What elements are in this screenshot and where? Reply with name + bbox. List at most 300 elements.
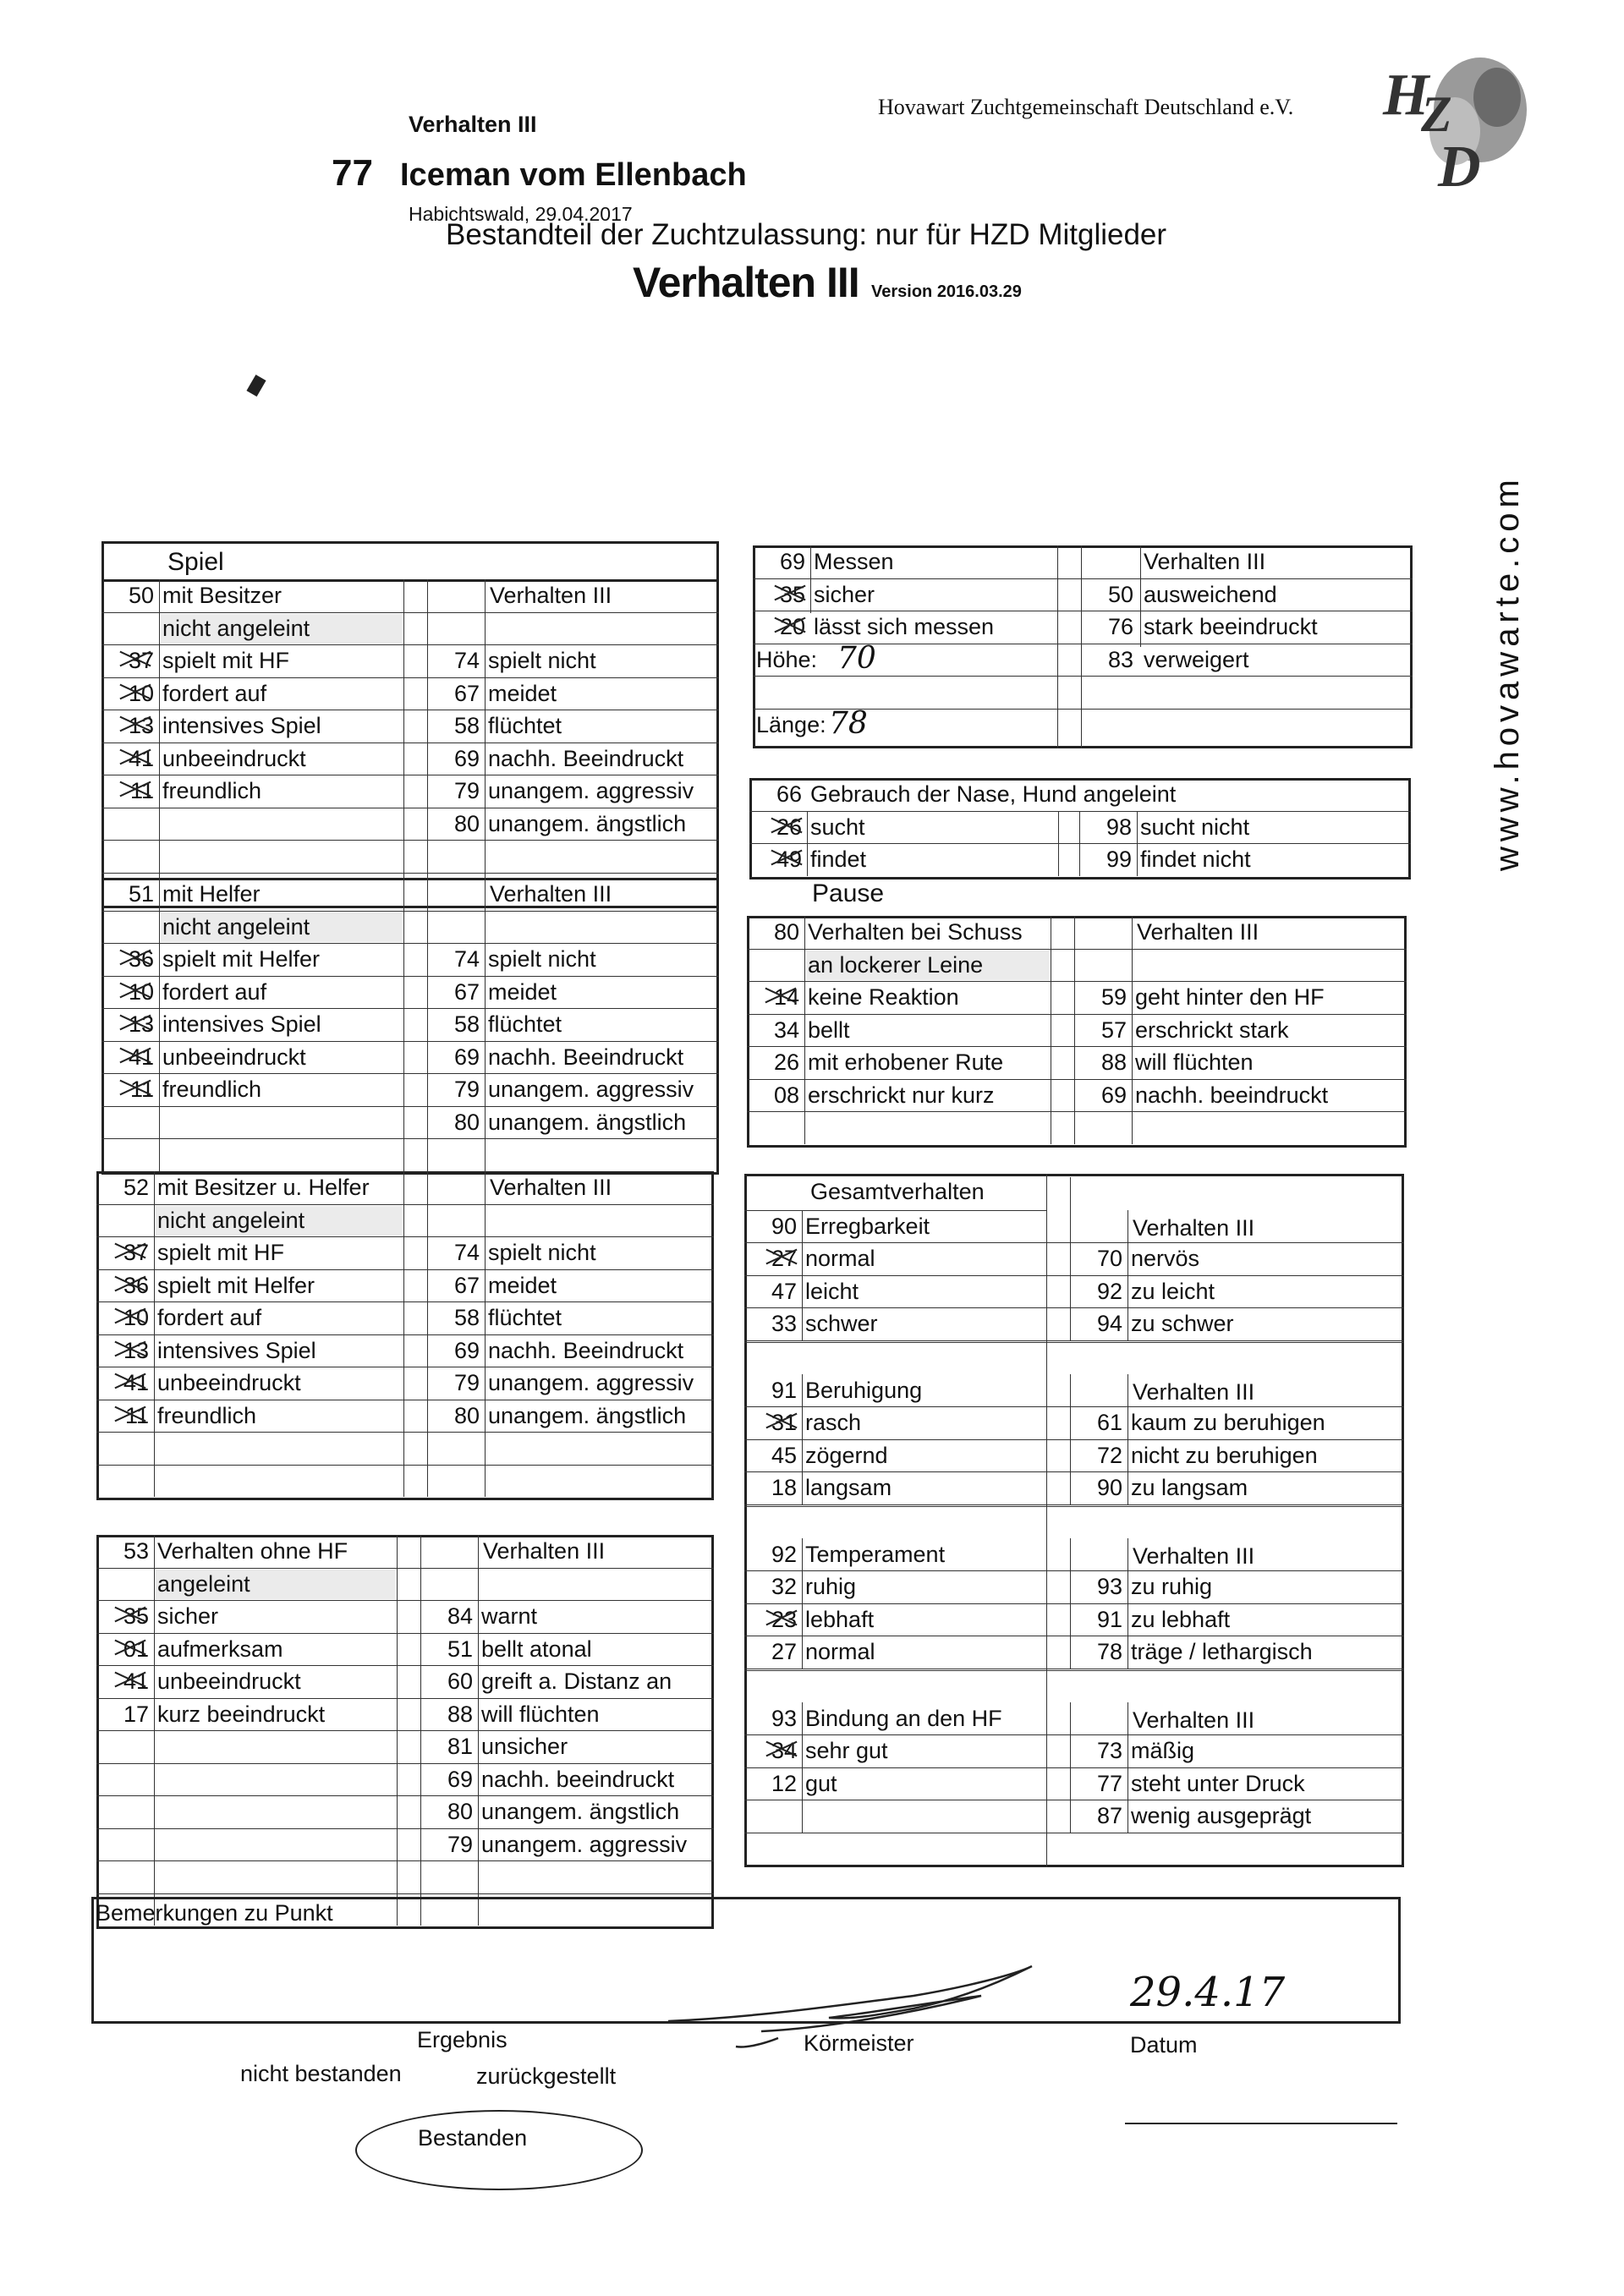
table-51-subtitle: nicht angeleint <box>162 913 310 940</box>
gesamt-right-code: 87 <box>1096 1803 1122 1828</box>
table-52-left-code: 10 <box>123 1305 149 1330</box>
gesamt-right-option[interactable]: wenig ausgeprägt <box>1131 1803 1312 1828</box>
table-50-left-code: 10 <box>128 680 154 706</box>
gesamt-right-code: 72 <box>1096 1442 1122 1468</box>
table-52-left-code: 36 <box>123 1272 149 1298</box>
table-52-right-code: 69 <box>453 1337 480 1363</box>
table-53-right-code: 80 <box>447 1799 473 1824</box>
row-divider <box>744 1275 1404 1276</box>
table-50-right-option[interactable]: nachh. Beeindruckt <box>488 745 684 771</box>
table-50-title: mit Besitzer <box>162 583 283 608</box>
table-80-right-code: 57 <box>1100 1016 1127 1043</box>
row-divider <box>96 1828 714 1829</box>
table-51-left-code: 13 <box>128 1011 154 1037</box>
table-52-left-option[interactable]: spielt mit HF <box>157 1240 285 1265</box>
row-divider <box>102 1073 719 1074</box>
table-52-right-code: 58 <box>453 1305 480 1330</box>
table-69-right-option[interactable]: stark beeindruckt <box>1144 614 1318 639</box>
table-52-right-option[interactable]: unangem. aggressiv <box>488 1370 694 1395</box>
row-divider <box>744 1307 1404 1308</box>
gesamt-left-option[interactable]: schwer <box>805 1311 878 1336</box>
gesamt-left-option[interactable]: gut <box>805 1770 837 1796</box>
table-50-left-option[interactable]: intensives Spiel <box>162 713 321 738</box>
row-divider <box>102 1106 719 1107</box>
row-divider <box>749 843 1411 844</box>
table-51-left-option[interactable]: freundlich <box>162 1077 262 1102</box>
table-52-right-code: 74 <box>453 1240 480 1265</box>
row-divider <box>96 1795 714 1796</box>
table-50-left-option[interactable]: spielt mit HF <box>162 648 290 673</box>
table-50-right-title: Verhalten III <box>490 583 612 608</box>
table-69-code: 69 <box>779 549 805 574</box>
table-52-left-code: 41 <box>123 1370 149 1395</box>
gesamt-right-code: 94 <box>1096 1311 1122 1336</box>
gesamt-left-code: 23 <box>771 1606 797 1632</box>
gesamt-right-option[interactable]: zu leicht <box>1131 1278 1215 1304</box>
row-divider <box>96 1665 714 1666</box>
gesamt-left-code: 27 <box>771 1246 797 1271</box>
gesamt-left-option[interactable]: rasch <box>805 1410 862 1435</box>
remarks-label: Bemerkungen zu Punkt <box>96 1900 333 1926</box>
table-51-right-option[interactable]: unangem. ängstlich <box>488 1109 687 1135</box>
table-53-right-option[interactable]: unsicher <box>481 1734 568 1759</box>
table-66-title: Gebrauch der Nase, Hund angeleint <box>810 781 1177 807</box>
gesamt-left-code: 12 <box>771 1770 797 1796</box>
gesamt-title: Gesamtverhalten <box>810 1179 985 1204</box>
table-69-left-option[interactable]: lässt sich messen <box>814 614 995 639</box>
gesamt-left-code: 33 <box>771 1311 797 1336</box>
gesamt-group-right-title: Verhalten III <box>1133 1378 1255 1405</box>
row-divider <box>96 1301 714 1302</box>
table-66-left-code: 49 <box>776 847 802 872</box>
table-66-right-code: 99 <box>1106 847 1132 872</box>
gesamt-left-option[interactable]: lebhaft <box>805 1606 875 1632</box>
row-divider <box>744 1210 1046 1211</box>
gesamt-left-option[interactable]: normal <box>805 1246 875 1271</box>
table-80-code: 80 <box>773 919 799 945</box>
table-50-right-code: 58 <box>453 713 480 738</box>
table-69-title: Messen <box>814 549 894 574</box>
column-divider <box>804 916 805 1144</box>
row-divider <box>102 1008 719 1009</box>
table-53-left-option[interactable]: unbeeindruckt <box>157 1669 301 1694</box>
table-51-left-code: 36 <box>128 946 154 972</box>
row-divider <box>749 811 1411 812</box>
column-divider <box>1074 916 1075 1144</box>
gesamt-group-right-title: Verhalten III <box>1133 1543 1255 1569</box>
row-divider <box>744 1734 1404 1735</box>
table-53-subtitle: angeleint <box>157 1570 250 1597</box>
gesamt-left-option[interactable]: normal <box>805 1639 875 1664</box>
row-divider <box>744 1570 1404 1571</box>
table-53-right-code: 81 <box>447 1734 473 1759</box>
gesamt-group-code: 93 <box>771 1705 797 1731</box>
row-divider <box>96 1204 714 1205</box>
table-52-left-option[interactable]: freundlich <box>157 1402 257 1428</box>
table-53-left-option[interactable]: aufmerksam <box>157 1636 283 1662</box>
table-52-left-code: 13 <box>123 1337 149 1363</box>
table-50-left-option[interactable]: fordert auf <box>162 680 267 706</box>
table-50-left-option[interactable]: freundlich <box>162 778 262 803</box>
gesamt-left-option[interactable]: zögernd <box>805 1442 888 1468</box>
gesamt-right-code: 61 <box>1096 1410 1122 1435</box>
table-80-right-code: 69 <box>1100 1082 1127 1108</box>
column-divider <box>1057 545 1058 748</box>
catalog-number: 77 <box>332 152 373 194</box>
row-divider <box>96 1236 714 1237</box>
table-80-left-code: 08 <box>773 1082 799 1108</box>
table-50-right-code: 69 <box>453 745 480 771</box>
gesamt-group-right-title: Verhalten III <box>1133 1214 1255 1241</box>
table-53-right-code: 51 <box>447 1636 473 1662</box>
table-80-right-code: 88 <box>1100 1049 1127 1075</box>
table-53-left-code: 41 <box>123 1669 149 1694</box>
row-divider <box>96 1600 714 1601</box>
table-53-left-option[interactable]: sicher <box>157 1603 219 1629</box>
table-52-left-code: 11 <box>124 1402 149 1428</box>
row-divider <box>96 1633 714 1634</box>
row-divider <box>96 1465 714 1466</box>
laenge-value[interactable]: 78 <box>829 705 868 741</box>
table-50-left-code: 11 <box>129 778 154 803</box>
table-50-right-option[interactable]: meidet <box>488 680 557 706</box>
row-divider <box>744 1670 1404 1671</box>
column-divider <box>403 878 404 1171</box>
gesamt-left-option[interactable]: langsam <box>805 1475 892 1500</box>
table-53-right-code: 79 <box>447 1831 473 1857</box>
gesamt-left-code: 45 <box>771 1442 797 1468</box>
row-divider <box>747 949 1407 950</box>
row-divider <box>96 1269 714 1270</box>
gesamt-right-option[interactable]: zu schwer <box>1131 1311 1234 1336</box>
gesamt-left-option[interactable]: sehr gut <box>805 1738 888 1763</box>
table-52-right-option[interactable]: flüchtet <box>488 1305 562 1330</box>
svg-text:H: H <box>1383 63 1429 128</box>
table-53-code: 53 <box>123 1538 149 1564</box>
row-divider <box>747 1046 1407 1047</box>
table-51-code: 51 <box>128 881 154 907</box>
spiel-section-title: Spiel <box>167 548 224 576</box>
table-51-right-option[interactable]: spielt nicht <box>488 946 596 972</box>
row-divider <box>96 1893 714 1894</box>
table-52-left-option[interactable]: spielt mit Helfer <box>157 1272 315 1298</box>
table-69-left-code: 20 <box>779 614 805 639</box>
table-66-code: 66 <box>776 781 802 807</box>
table-51-left-code: 41 <box>128 1044 154 1070</box>
gesamt-left-code: 32 <box>771 1574 797 1599</box>
column-divider <box>807 811 808 876</box>
row-divider <box>744 1342 1404 1343</box>
table-80-title: Verhalten bei Schuss <box>808 919 1023 945</box>
table-80-left-option[interactable]: bellt <box>808 1016 850 1043</box>
table-50-left-code: 37 <box>128 648 154 673</box>
gesamt-right-option[interactable]: träge / lethargisch <box>1131 1639 1313 1664</box>
table-53-right-option[interactable]: greift a. Distanz an <box>481 1669 672 1694</box>
table-52-right-option[interactable]: nachh. Beeindruckt <box>488 1337 684 1363</box>
table-80-right-option[interactable]: nachh. beeindruckt <box>1135 1082 1329 1108</box>
gesamt-left-code: 27 <box>771 1639 797 1664</box>
row-divider <box>96 1568 714 1569</box>
row-divider <box>744 1767 1404 1768</box>
table-53-left-option[interactable]: kurz beeindruckt <box>157 1701 326 1727</box>
gesamt-group-code: 90 <box>771 1213 797 1239</box>
gesamt-right-option[interactable]: kaum zu beruhigen <box>1131 1410 1325 1435</box>
table-80-left-option[interactable]: mit erhobener Rute <box>808 1049 1004 1075</box>
gesamt-right-option[interactable]: zu lebhaft <box>1131 1606 1231 1632</box>
row-divider <box>96 1763 714 1764</box>
table-66-right-option[interactable]: sucht nicht <box>1140 814 1250 840</box>
hoehe-value[interactable]: 70 <box>837 640 876 676</box>
row-divider <box>744 1471 1404 1472</box>
table-69-left-option[interactable]: sicher <box>814 581 875 607</box>
table-69-right-code: 76 <box>1107 614 1133 639</box>
row-divider <box>744 1242 1404 1243</box>
table-50-subtitle: nicht angeleint <box>162 615 310 641</box>
table-80-right-option[interactable]: will flüchten <box>1135 1049 1254 1075</box>
gesamt-group-title: Temperament <box>805 1541 946 1567</box>
row-divider <box>102 1041 719 1042</box>
table-50-right-code: 67 <box>453 680 480 706</box>
gesamt-right-option[interactable]: zu ruhig <box>1131 1574 1213 1599</box>
row-divider <box>744 1439 1404 1440</box>
datum-value: 29.4.17 <box>1130 1969 1286 2016</box>
table-50-right-option[interactable]: unangem. ängstlich <box>488 810 687 836</box>
gesamt-right-option[interactable]: nicht zu beruhigen <box>1131 1442 1318 1468</box>
pause-label: Pause <box>812 879 885 907</box>
svg-text:D: D <box>1438 134 1481 195</box>
dog-name: Iceman vom Ellenbach <box>400 157 747 193</box>
table-50-right-code: 74 <box>453 648 480 673</box>
row-divider <box>102 873 719 874</box>
date-line <box>1125 2123 1397 2124</box>
table-80-right-option[interactable]: geht hinter den HF <box>1135 984 1325 1010</box>
gesamt-group-title: Erregbarkeit <box>805 1213 930 1239</box>
row-divider <box>747 1079 1407 1080</box>
table-51-left-option[interactable]: intensives Spiel <box>162 1011 321 1037</box>
column-divider <box>1081 545 1082 748</box>
gesamt-group-code: 91 <box>771 1377 797 1403</box>
column-divider <box>810 545 811 613</box>
form-version: Version 2016.03.29 <box>871 282 1022 301</box>
table-66-left-option[interactable]: sucht <box>810 814 865 840</box>
row-divider <box>747 1111 1407 1112</box>
table-50-right-option[interactable]: flüchtet <box>488 713 562 738</box>
table-51-right-title: Verhalten III <box>490 881 612 907</box>
table-51-right-option[interactable]: unangem. aggressiv <box>488 1077 694 1102</box>
table-52-title: mit Besitzer u. Helfer <box>157 1175 370 1200</box>
gesamt-left-option[interactable]: ruhig <box>805 1574 857 1599</box>
column-divider <box>1046 1174 1047 1867</box>
row-divider <box>102 1138 719 1139</box>
row-divider <box>96 1334 714 1335</box>
table-53-right-option[interactable]: will flüchten <box>481 1701 600 1727</box>
table-53-title: Verhalten ohne HF <box>157 1538 348 1564</box>
ink-mark <box>246 375 266 397</box>
koermeister-label: Körmeister <box>804 2030 914 2056</box>
table-52-left-option[interactable]: intensives Spiel <box>157 1337 316 1363</box>
table-52-right-title: Verhalten III <box>490 1175 612 1200</box>
table-69-right-option[interactable]: ausweichend <box>1144 581 1277 607</box>
table-52-subtitle: nicht angeleint <box>157 1207 305 1233</box>
table-51-left-code: 10 <box>128 978 154 1005</box>
table-52-right-code: 80 <box>453 1402 480 1428</box>
column-divider <box>485 878 486 1171</box>
table-53-right-option[interactable]: unangem. ängstlich <box>481 1799 680 1824</box>
row-divider <box>744 1504 1404 1505</box>
table-50-left-code: 13 <box>128 713 154 738</box>
table-51-right-code: 69 <box>453 1044 480 1070</box>
table-80-right-code: 59 <box>1100 984 1127 1010</box>
place-date: Habichtswald, 29.04.2017 <box>409 203 633 225</box>
table-52-right-option[interactable]: unangem. ängstlich <box>488 1402 687 1428</box>
table-69-right-option[interactable]: verweigert <box>1144 646 1249 672</box>
table-51-right-option[interactable]: flüchtet <box>488 1011 562 1037</box>
gesamt-left-code: 34 <box>771 1738 797 1763</box>
table-53-right-option[interactable]: nachh. beeindruckt <box>481 1766 675 1792</box>
table-51-right-option[interactable]: meidet <box>488 978 557 1005</box>
table-51-left-option[interactable]: spielt mit Helfer <box>162 946 321 972</box>
gesamt-group-right-title: Verhalten III <box>1133 1707 1255 1733</box>
table-50-right-option[interactable]: spielt nicht <box>488 648 596 673</box>
form-title: Verhalten III <box>633 259 859 306</box>
table-51-right-option[interactable]: nachh. Beeindruckt <box>488 1044 684 1070</box>
table-52-right-code: 79 <box>453 1370 480 1395</box>
row-divider <box>744 1506 1404 1507</box>
table-66-right-code: 98 <box>1106 814 1132 840</box>
zurueckgestellt-option[interactable]: zurückgestellt <box>476 2063 617 2089</box>
row-divider <box>102 677 719 678</box>
gesamt-right-code: 92 <box>1096 1278 1122 1304</box>
column-divider <box>1058 811 1059 876</box>
gesamt-left-code: 31 <box>771 1410 797 1435</box>
gesamt-right-option[interactable]: zu langsam <box>1131 1475 1248 1500</box>
svg-text:Z: Z <box>1421 86 1452 142</box>
table-66-left-option[interactable]: findet <box>810 847 867 872</box>
gesamt-right-code: 90 <box>1096 1475 1122 1500</box>
table-50-right-code: 80 <box>453 810 480 836</box>
table-51-right-code: 67 <box>453 978 480 1005</box>
table-51-right-code: 79 <box>453 1077 480 1102</box>
table-80-left-code: 14 <box>773 984 799 1010</box>
table-53-right-title: Verhalten III <box>483 1538 606 1564</box>
table-53-right-option[interactable]: warnt <box>481 1603 538 1629</box>
table-gesamt <box>744 1174 1404 1867</box>
row-divider <box>96 1730 714 1731</box>
table-51-right-code: 80 <box>453 1109 480 1135</box>
organization-name: Hovawart Zuchtgemeinschaft Deutschland e.V. <box>878 95 1294 119</box>
table-80-left-code: 34 <box>773 1016 799 1043</box>
table-51-right-code: 74 <box>453 946 480 972</box>
gesamt-right-option[interactable]: steht unter Druck <box>1131 1770 1305 1796</box>
gesamt-right-option[interactable]: mäßig <box>1131 1738 1195 1763</box>
table-80-left-option[interactable]: keine Reaktion <box>808 984 959 1010</box>
table-52-right-option[interactable]: spielt nicht <box>488 1240 596 1265</box>
hzd-logo <box>1370 51 1539 195</box>
row-divider <box>747 1014 1407 1015</box>
gesamt-right-code: 78 <box>1096 1639 1122 1664</box>
table-51-left-option[interactable]: unbeeindruckt <box>162 1044 306 1070</box>
table-52-left-option[interactable]: fordert auf <box>157 1305 262 1330</box>
datum-label: Datum <box>1130 2032 1198 2058</box>
gesamt-right-code: 77 <box>1096 1770 1122 1796</box>
column-divider <box>1070 1177 1071 1340</box>
table-53-right-code: 88 <box>447 1701 473 1727</box>
table-51-left-option[interactable]: fordert auf <box>162 978 267 1005</box>
hoehe-label: Höhe: <box>756 646 818 672</box>
row-divider <box>102 976 719 977</box>
row-divider <box>102 644 719 645</box>
row-divider <box>744 1603 1404 1604</box>
table-53-right-code: 69 <box>447 1766 473 1792</box>
column-divider <box>1132 916 1133 1144</box>
row-divider <box>102 840 719 841</box>
table-50-left-option[interactable]: unbeeindruckt <box>162 745 306 771</box>
gesamt-right-option[interactable]: nervös <box>1131 1246 1200 1271</box>
website-url: www.hovawarte.com <box>1489 474 1526 871</box>
row-divider <box>753 578 1413 579</box>
row-divider <box>747 981 1407 982</box>
row-divider <box>102 911 719 912</box>
row-divider <box>96 1860 714 1861</box>
table-51-title: mit Helfer <box>162 881 261 907</box>
table-80-left-option[interactable]: erschrickt nur kurz <box>808 1082 995 1108</box>
table-51-right-code: 58 <box>453 1011 480 1037</box>
table-50-right-option[interactable]: unangem. aggressiv <box>488 778 694 803</box>
table-53-right-code: 60 <box>447 1669 473 1694</box>
table-52-left-option[interactable]: unbeeindruckt <box>157 1370 301 1395</box>
table-66-left-code: 26 <box>776 814 802 840</box>
table-53-right-option[interactable]: bellt atonal <box>481 1636 592 1662</box>
table-52-left-code: 37 <box>123 1240 149 1265</box>
table-66-right-option[interactable]: findet nicht <box>1140 847 1251 872</box>
gesamt-right-code: 93 <box>1096 1574 1122 1599</box>
row-divider <box>744 1406 1404 1407</box>
row-divider <box>96 1432 714 1433</box>
table-69-left-code: 35 <box>779 581 805 607</box>
gesamt-group-code: 92 <box>771 1541 797 1567</box>
table-80-subtitle: an lockerer Leine <box>808 951 984 978</box>
row-divider <box>96 1698 714 1699</box>
table-53-right-option[interactable]: unangem. aggressiv <box>481 1831 688 1857</box>
gesamt-right-code: 73 <box>1096 1738 1122 1763</box>
table-52-right-option[interactable]: meidet <box>488 1272 557 1298</box>
gesamt-right-code: 91 <box>1096 1606 1122 1632</box>
table-69-right-code: 83 <box>1107 646 1133 672</box>
table-52-right-code: 67 <box>453 1272 480 1298</box>
row-divider <box>102 943 719 944</box>
nicht-bestanden-option[interactable]: nicht bestanden <box>240 2061 402 2086</box>
table-51-left-code: 11 <box>129 1077 154 1102</box>
ergebnis-label: Ergebnis <box>417 2027 508 2052</box>
row-divider <box>102 612 719 613</box>
table-53-right-code: 84 <box>447 1603 473 1629</box>
gesamt-left-option[interactable]: leicht <box>805 1278 859 1304</box>
column-divider <box>427 878 428 1171</box>
table-80-right-option[interactable]: erschrickt stark <box>1135 1016 1289 1043</box>
table-69-right-code: 50 <box>1107 581 1133 607</box>
table-50-code: 50 <box>128 583 154 608</box>
gesamt-group-title: Bindung an den HF <box>805 1705 1002 1731</box>
table-80-right-title: Verhalten III <box>1137 919 1259 945</box>
column-divider <box>1079 811 1080 876</box>
column-divider <box>159 878 160 1171</box>
table-50-right-code: 79 <box>453 778 480 803</box>
table-53-left-code: 35 <box>123 1603 149 1629</box>
table-52-code: 52 <box>123 1175 149 1200</box>
bestanden-option[interactable]: Bestanden <box>418 2125 528 2151</box>
column-divider <box>1140 545 1141 647</box>
table-53-left-code: 01 <box>123 1636 149 1662</box>
